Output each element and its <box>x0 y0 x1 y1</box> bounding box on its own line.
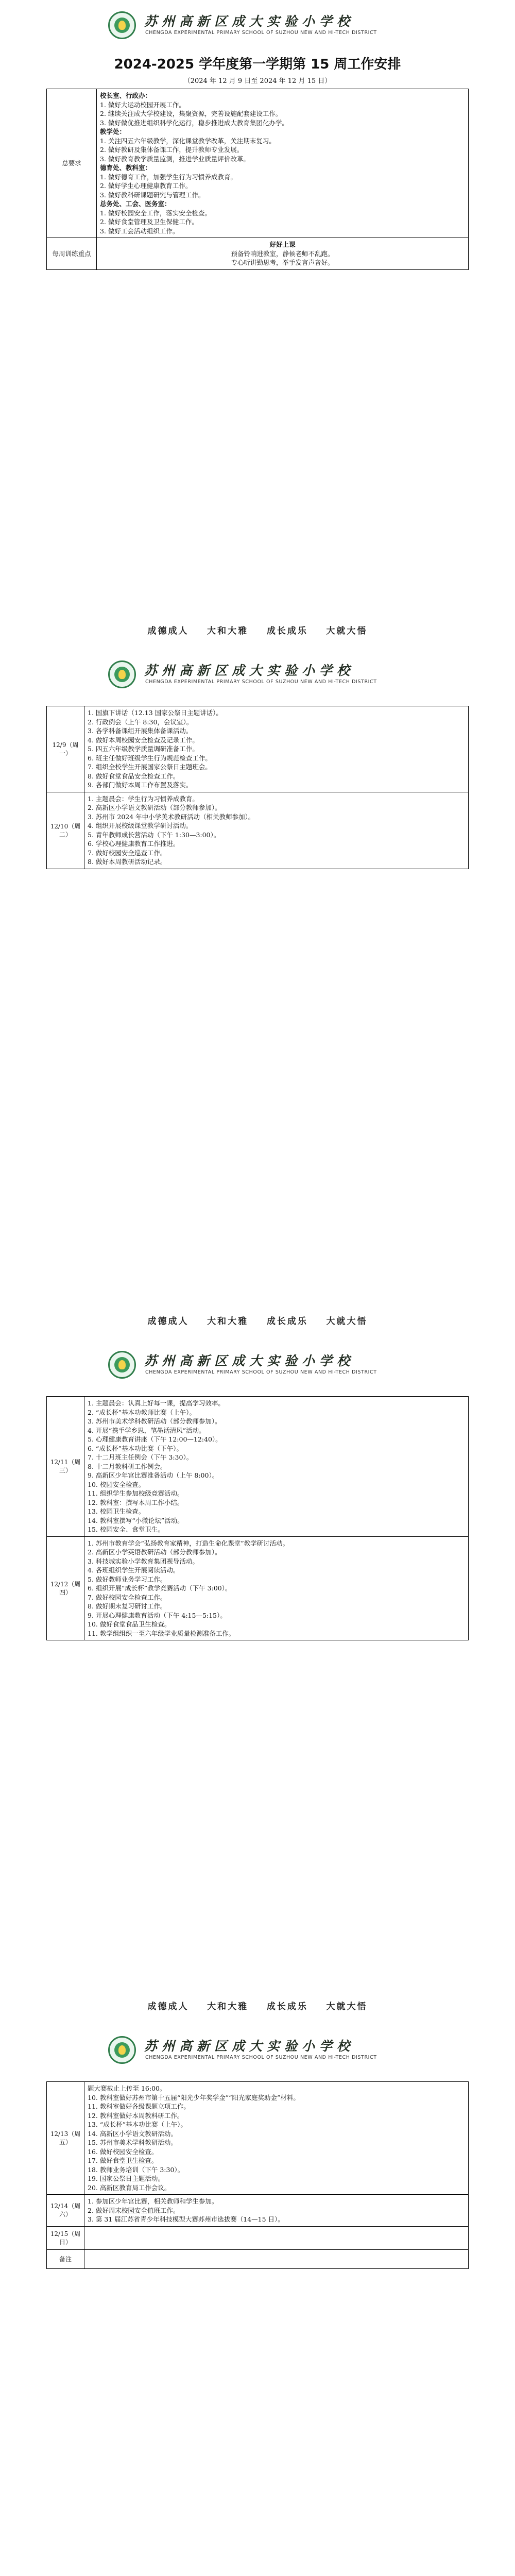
section-heading: 校长室、行政办： <box>100 92 152 99</box>
weekly-key-title: 好好上课 <box>269 241 296 248</box>
school-name-en: CHENGDA EXPERIMENTAL PRIMARY SCHOOL OF SUZHOU NEW AND HI-TECH DISTRICT <box>145 679 377 685</box>
table-row <box>47 792 469 869</box>
list-item: 13. “成长杯”基本功比赛（上午）。 <box>88 2121 187 2128</box>
table-row <box>47 2226 469 2249</box>
list-item: 8. 做好本周教研活动记录。 <box>88 858 167 866</box>
page-2 <box>0 649 515 1340</box>
list-item: 3. 各学科备课组开展集体备课活动。 <box>88 727 193 735</box>
school-name-en: CHENGDA EXPERIMENTAL PRIMARY SCHOOL OF SUZHOU NEW AND HI-TECH DISTRICT <box>145 2055 377 2060</box>
list-item: 2. “成长杯”基本功教师比赛（上午）。 <box>88 1408 196 1416</box>
list-item: 1. 参加区少年宫比赛，相关教师和学生参加。 <box>88 2197 218 2205</box>
list-item: 1. 做好德育工作，加强学生行为习惯养成教育。 <box>100 173 237 181</box>
list-item: 2. 做好学生心理健康教育工作。 <box>100 182 192 190</box>
school-name-cn: 苏州高新区成大实验小学校 <box>144 14 355 29</box>
list-item: 14. 高新区小学语文教研活动。 <box>88 2129 177 2138</box>
list-item: 4. 各班组织学生开展阅读活动。 <box>88 1566 180 1574</box>
list-item: 4. 组织开展校级课堂教学研讨活动。 <box>88 822 193 829</box>
list-item: 15. 校园安全、食堂卫生。 <box>88 1526 164 1533</box>
list-item: 10. 校园安全检查。 <box>88 1480 145 1488</box>
day-cell: 12/12（周四） <box>47 1536 84 1640</box>
list-item: 12. 教科室做好本周教科研工作。 <box>88 2111 184 2120</box>
list-item: 11. 教科室做好各级课题立项工作。 <box>88 2103 190 2110</box>
summary-label: 总要求 <box>47 89 97 238</box>
list-item: 8. 做好食堂食品安全检查工作。 <box>88 772 180 780</box>
remarks-content <box>84 2249 469 2268</box>
school-logo-icon <box>108 11 136 39</box>
day-cell: 12/10（周二） <box>47 792 84 869</box>
list-item: 10. 教科室做好苏州市第十五届“阳光少年奖学金”“阳光家庭奖助金”材料。 <box>88 2093 300 2102</box>
day-cell: 12/13（周五） <box>47 2082 84 2195</box>
schedule-table <box>46 2081 469 2269</box>
schedule-table <box>46 706 469 869</box>
page-3 <box>0 1340 515 2025</box>
list-item: 7. 组织全校学生开展国家公祭日主题班会。 <box>88 763 212 771</box>
list-item: 3. 科技城实验小学教育集团视导活动。 <box>88 1557 199 1565</box>
list-item: 1. 关注四五六年级教学，深化课堂教学改革，关注期末复习。 <box>100 137 276 145</box>
list-item: 12. 教科室：撰写本周工作小结。 <box>88 1498 184 1506</box>
list-item: 2. 继续关注成大学校建设，集聚资源，完善设施配套建设工作。 <box>100 110 282 117</box>
section-heading: 教学处： <box>100 128 126 135</box>
page-1 <box>0 0 515 649</box>
list-item: 9. 开展心理健康教育活动（下午 4:15—5:15）。 <box>88 1611 227 1619</box>
list-item: 9. 高新区少年宫比赛准备活动（上午 8:00）。 <box>88 1471 219 1479</box>
school-name-cn: 苏州高新区成大实验小学校 <box>144 2039 355 2054</box>
list-item: 19. 国家公祭日主题活动。 <box>88 2175 164 2182</box>
list-item: 3. 做好教育教学质量监测，推进学业质量评价改革。 <box>100 155 250 163</box>
school-logo-icon <box>108 2036 136 2064</box>
footer-motto: 成德成人 大和大雅 成长成乐 大就大悟 <box>147 2002 368 2012</box>
table-row <box>47 2249 469 2268</box>
list-item: 5. 做好教师业务学习工作。 <box>88 1575 167 1583</box>
list-item: 2. 做好周末校园安全值班工作。 <box>88 2206 180 2214</box>
list-item: 3. 苏州市 2024 年中小学美术教研活动（相关教师参加）。 <box>88 812 255 821</box>
list-item: 8. 做好期末复习研讨工作。 <box>88 1602 167 1610</box>
document-title: 2024-2025 学年度第一学期第 15 周工作安排 <box>114 57 401 72</box>
list-item: 3. 做好工会活动组织工作。 <box>100 227 179 235</box>
list-item: 1. 苏州市教育学会“弘扬教育家精神，打造生命化课堂”教学研讨活动。 <box>88 1539 289 1547</box>
list-item: 2. 行政例会（上午 8:30，会议室）。 <box>88 718 193 726</box>
list-item: 2. 高新区小学语文教研活动（部分教师参加）。 <box>88 804 221 811</box>
footer-motto: 成德成人 大和大雅 成长成乐 大就大悟 <box>147 1316 368 1327</box>
school-name-en: CHENGDA EXPERIMENTAL PRIMARY SCHOOL OF SUZHOU NEW AND HI-TECH DISTRICT <box>145 30 377 36</box>
list-item: 4. 做好本周校园安全检查及记录工作。 <box>88 736 199 744</box>
weekly-key-line: 预备铃响进教室，静候老师不乱跑。 <box>231 249 334 258</box>
list-item: 7. 做好校园安全巡查工作。 <box>88 849 167 857</box>
list-item: 6. 组织开展“成长杯”教学竞赛活动（下午 3:00）。 <box>88 1584 232 1592</box>
day-items <box>84 706 469 792</box>
list-item: 10. 做好食堂食品卫生检查。 <box>88 1620 171 1628</box>
list-item: 2. 做好教研及集体备课工作，提升教师专业发展。 <box>100 146 244 154</box>
list-item: 5. 青年教师成长营活动（下午 1:30—3:00）。 <box>88 831 220 839</box>
list-item: 11. 教学组组织一至六年级学业质量检测准备工作。 <box>88 1629 235 1637</box>
page-4 <box>0 2025 515 2576</box>
school-logo-icon <box>108 1351 136 1379</box>
weekly-key-content <box>97 238 469 270</box>
table-row <box>47 706 469 792</box>
list-item: 5. 四五六年级教学质量调研准备工作。 <box>88 745 199 753</box>
list-item: 20. 高新区教育局工作会议。 <box>88 2183 171 2192</box>
table-row <box>47 2082 469 2195</box>
school-name-en: CHENGDA EXPERIMENTAL PRIMARY SCHOOL OF SUZHOU NEW AND HI-TECH DISTRICT <box>145 1369 377 1375</box>
day-items <box>84 1397 469 1537</box>
list-item: 6. 学校心理健康教育工作推进。 <box>88 840 180 848</box>
list-item: 11. 组织学生参加校级竞赛活动。 <box>88 1489 184 1497</box>
list-item: 2. 高新区小学英语教研活动（部分教师参加）。 <box>88 1548 221 1556</box>
list-item: 1. 主题晨会：学生行为习惯养成教育。 <box>88 794 199 803</box>
weekly-key-row <box>47 238 469 270</box>
list-item: 1. 做好大运动校园开展工作。 <box>100 100 185 109</box>
list-item: 17. 做好食堂卫生检查。 <box>88 2157 158 2164</box>
list-item: 6. 班主任做好班级学生行为规范检查工作。 <box>88 754 212 762</box>
list-item: 3. 第 31 届江苏省青少年科技模型大赛苏州市选拔赛（14—15 日）。 <box>88 2215 284 2223</box>
day-items <box>84 2082 469 2195</box>
day-items <box>84 1536 469 1640</box>
weekly-key-line: 专心听讲勤思考，举手发言声音好。 <box>231 259 334 266</box>
list-item: 3. 做好教科研课题研究与管理工作。 <box>100 191 205 199</box>
list-item: 7. 十二月班主任例会（下午 3:30）。 <box>88 1453 193 1461</box>
table-row <box>47 1397 469 1537</box>
school-header <box>0 1340 515 1391</box>
list-item: 3. 做好做优推进组织科学化运行，稳步推进成大教育集团化办学。 <box>100 118 288 127</box>
list-item: 7. 做好校园安全检查工作。 <box>88 1593 167 1601</box>
list-item: 6. “成长杯”基本功比赛（下午）。 <box>88 1444 183 1452</box>
summary-content <box>97 89 469 238</box>
list-item: 16. 做好校园安全检查。 <box>88 2147 158 2156</box>
list-item: 15. 苏州市美术学科教研活动。 <box>88 2139 177 2146</box>
day-cell: 12/15（周日） <box>47 2226 84 2249</box>
day-cell: 12/14（周六） <box>47 2195 84 2227</box>
weekly-key-label: 每周训练重点 <box>47 238 97 270</box>
footer-motto: 成德成人 大和大雅 成长成乐 大就大悟 <box>147 626 368 636</box>
schedule-table <box>46 1396 469 1640</box>
table-row <box>47 1536 469 1640</box>
section-heading: 总务处、工会、医务室： <box>100 200 171 208</box>
list-item: 9. 各部门做好本周工作布置及落实。 <box>88 781 193 789</box>
remarks-cell: 备注 <box>47 2249 84 2268</box>
summary-row <box>47 89 469 238</box>
list-item: 1. 国旗下讲话（12.13 国家公祭日主题讲话）。 <box>88 709 222 717</box>
list-item: 2. 做好食堂管理及卫生保健工作。 <box>100 218 198 226</box>
school-name-cn: 苏州高新区成大实验小学校 <box>144 663 355 678</box>
list-item: 1. 做好校园安全工作，落实安全检查。 <box>100 209 211 217</box>
list-item: 题大赛截止上传至 16:00。 <box>88 2084 166 2092</box>
day-items <box>84 2195 469 2227</box>
summary-table <box>46 89 469 270</box>
section-heading: 德育处、教科室： <box>100 164 152 172</box>
document-date-range: （2024 年 12 月 9 日至 2024 年 12 月 15 日） <box>183 77 332 85</box>
list-item: 1. 主题晨会：认真上好每一课，提高学习效率。 <box>88 1399 225 1407</box>
list-item: 4. 开展“携手学乡思，笔墨话清风”活动。 <box>88 1426 205 1434</box>
list-item: 8. 十二月教科研工作例会。 <box>88 1462 167 1470</box>
school-header <box>0 649 515 701</box>
school-logo-icon <box>108 660 136 688</box>
school-name-cn: 苏州高新区成大实验小学校 <box>144 1353 355 1368</box>
day-items <box>84 2226 469 2249</box>
list-item: 14. 教科室撰写“小微论坛”活动。 <box>88 1516 184 1524</box>
day-cell: 12/11（周三） <box>47 1397 84 1537</box>
list-item: 18. 教师业务培训（下午 3:30）。 <box>88 2165 184 2174</box>
school-header <box>0 0 515 52</box>
day-items <box>84 792 469 869</box>
list-item: 3. 苏州市美术学科教研活动（部分教师参加）。 <box>88 1417 221 1425</box>
day-cell: 12/9（周一） <box>47 706 84 792</box>
school-header <box>0 2025 515 2076</box>
list-item: 13. 校园卫生检查。 <box>88 1507 145 1515</box>
list-item: 5. 心理健康教育讲座（下午 12:00—12:40）。 <box>88 1435 222 1443</box>
table-row <box>47 2195 469 2227</box>
